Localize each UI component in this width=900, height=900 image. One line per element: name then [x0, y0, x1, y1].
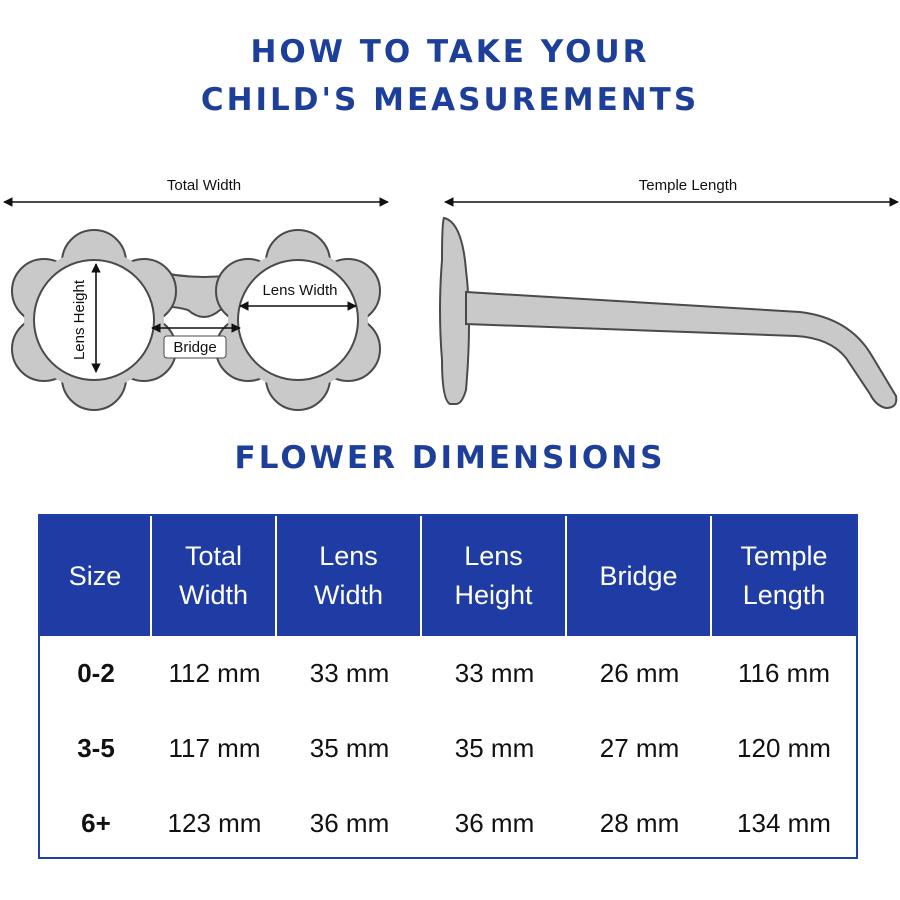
- header-lens-height: Lens Height: [422, 516, 567, 636]
- temple-length-label: Temple Length: [638, 177, 738, 194]
- header-total-width: Total Width: [152, 516, 277, 636]
- cell-bridge: 27 mm: [599, 733, 680, 763]
- cell-size: 3-5: [77, 733, 115, 763]
- cell-lens-height: 33 mm: [454, 658, 535, 688]
- front-view-glasses: [4, 177, 388, 410]
- cell-total-width: 123 mm: [167, 808, 262, 838]
- header-size: Size: [40, 516, 152, 636]
- table-row: [40, 711, 856, 786]
- cell-lens-width: 36 mm: [309, 808, 390, 838]
- table-row: [40, 786, 856, 861]
- cell-lens-height: 35 mm: [454, 733, 535, 763]
- header-lens-width: Lens Width: [277, 516, 422, 636]
- cell-total-width: 112 mm: [168, 658, 261, 688]
- cell-lens-height: 36 mm: [454, 808, 535, 838]
- cell-bridge: 28 mm: [599, 808, 680, 838]
- page-title-line-2: CHILD'S MEASUREMENTS: [200, 82, 700, 118]
- cell-size: 6+: [81, 808, 111, 838]
- cell-total-width: 117 mm: [168, 733, 261, 763]
- lens-height-label: Lens Height: [71, 279, 88, 361]
- table-body: [40, 636, 856, 861]
- left-lens: [34, 260, 154, 380]
- cell-temple-length: 120 mm: [737, 733, 831, 763]
- cell-lens-width: 33 mm: [309, 658, 390, 688]
- right-lens: [238, 260, 358, 380]
- header-temple-length: Temple Length: [740, 541, 828, 610]
- table-row: [40, 636, 856, 711]
- measurement-diagram: [0, 160, 900, 420]
- page-title-line-1: HOW TO TAKE YOUR: [250, 34, 650, 70]
- cell-temple-length: 134 mm: [737, 808, 831, 838]
- cell-lens-width: 35 mm: [309, 733, 390, 763]
- table-header-row: [40, 516, 856, 636]
- header-bridge: Bridge: [567, 516, 712, 636]
- left-flower-frame: [12, 230, 176, 410]
- total-width-label: Total Width: [166, 177, 242, 194]
- side-view-glasses: [440, 177, 898, 408]
- cell-bridge: 26 mm: [599, 658, 680, 688]
- right-flower-frame: [216, 230, 380, 410]
- lens-width-label: Lens Width: [262, 282, 338, 299]
- dimensions-table: [38, 514, 858, 859]
- section-title: FLOWER DIMENSIONS: [234, 440, 666, 476]
- cell-temple-length: 116 mm: [738, 658, 830, 688]
- temple-arm: [466, 292, 896, 408]
- cell-size: 0-2: [77, 658, 115, 688]
- frame-profile: [440, 218, 469, 404]
- bridge-label: Bridge: [173, 339, 217, 356]
